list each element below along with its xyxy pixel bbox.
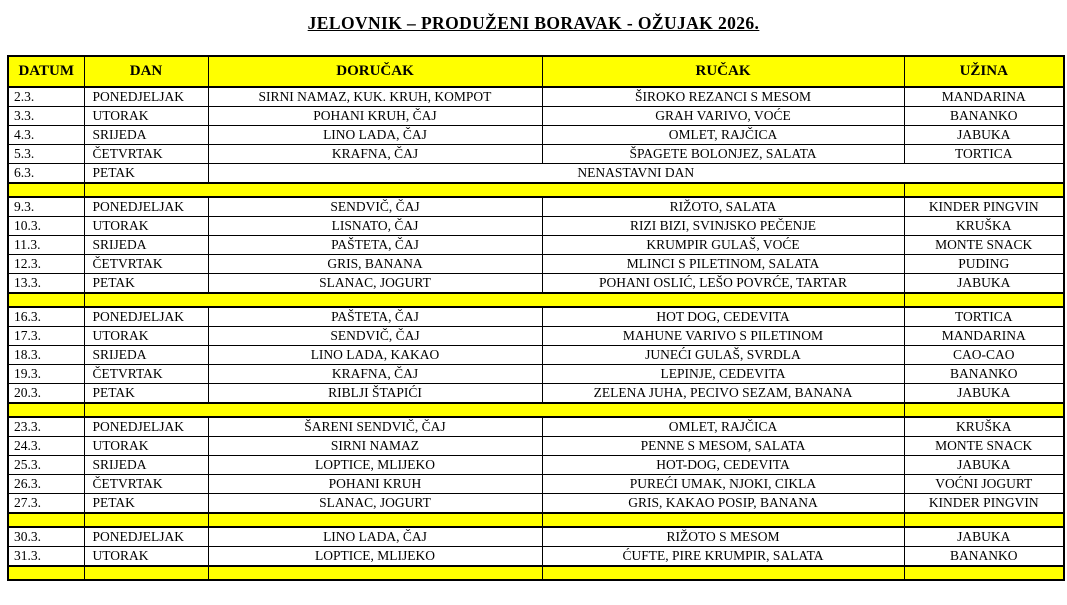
cell-datum: 13.3.: [8, 274, 84, 294]
separator-cell: [904, 403, 1064, 417]
cell-datum: 25.3.: [8, 456, 84, 475]
cell-dorucak: LISNATO, ČAJ: [208, 217, 542, 236]
separator-cell: [8, 183, 84, 197]
cell-datum: 12.3.: [8, 255, 84, 274]
cell-uzina: JABUKA: [904, 126, 1064, 145]
page-title: JELOVNIK – PRODUŽENI BORAVAK - OŽUJAK 2026.: [307, 13, 760, 33]
cell-dan: SRIJEDA: [84, 346, 208, 365]
cell-dan: PETAK: [84, 384, 208, 404]
separator-cell: [904, 293, 1064, 307]
cell-rucak: ŠPAGETE BOLONJEZ, SALATA: [542, 145, 904, 164]
cell-datum: 26.3.: [8, 475, 84, 494]
table-row: [8, 255, 1064, 274]
cell-uzina: CAO-CAO: [904, 346, 1064, 365]
menu-table-body: [8, 87, 1064, 580]
cell-dan: PETAK: [84, 274, 208, 294]
cell-dan: ČETVRTAK: [84, 365, 208, 384]
cell-dorucak: SENDVIČ, ČAJ: [208, 327, 542, 346]
table-row: [8, 217, 1064, 236]
cell-dan: UTORAK: [84, 547, 208, 567]
cell-datum: 2.3.: [8, 87, 84, 107]
cell-rucak: HOT-DOG, CEDEVITA: [542, 456, 904, 475]
cell-datum: 5.3.: [8, 145, 84, 164]
separator-row: [8, 566, 1064, 580]
column-header-0: DATUM: [8, 56, 84, 87]
cell-dorucak: POHANI KRUH, ČAJ: [208, 107, 542, 126]
cell-rucak: KRUMPIR GULAŠ, VOĆE: [542, 236, 904, 255]
separator-row: [8, 293, 1064, 307]
cell-uzina: JABUKA: [904, 274, 1064, 294]
cell-dorucak: GRIS, BANANA: [208, 255, 542, 274]
separator-cell: [208, 566, 542, 580]
cell-uzina: KINDER PINGVIN: [904, 197, 1064, 217]
cell-uzina: VOĆNI JOGURT: [904, 475, 1064, 494]
cell-uzina: MONTE SNACK: [904, 236, 1064, 255]
cell-dorucak: SIRNI NAMAZ, KUK. KRUH, KOMPOT: [208, 87, 542, 107]
table-row: [8, 494, 1064, 514]
cell-rucak: MLINCI S PILETINOM, SALATA: [542, 255, 904, 274]
header-row: [8, 56, 1064, 87]
separator-cell: [8, 293, 84, 307]
cell-datum: 10.3.: [8, 217, 84, 236]
table-row: [8, 274, 1064, 294]
table-row: [8, 87, 1064, 107]
cell-uzina: JABUKA: [904, 527, 1064, 547]
cell-rucak: OMLET, RAJČICA: [542, 126, 904, 145]
cell-datum: 23.3.: [8, 417, 84, 437]
cell-uzina: KRUŠKA: [904, 417, 1064, 437]
cell-rucak: PENNE S MESOM, SALATA: [542, 437, 904, 456]
separator-cell: [8, 513, 84, 527]
cell-datum: 27.3.: [8, 494, 84, 514]
cell-rucak: RIŽOTO, SALATA: [542, 197, 904, 217]
table-row: [8, 456, 1064, 475]
cell-dan: SRIJEDA: [84, 456, 208, 475]
cell-dorucak: SLANAC, JOGURT: [208, 274, 542, 294]
separator-cell: [84, 183, 904, 197]
cell-dan: UTORAK: [84, 217, 208, 236]
separator-cell: [8, 403, 84, 417]
table-row: [8, 107, 1064, 126]
table-row: [8, 437, 1064, 456]
cell-datum: 6.3.: [8, 164, 84, 184]
table-row: [8, 197, 1064, 217]
column-header-1: DAN: [84, 56, 208, 87]
table-row: [8, 417, 1064, 437]
cell-dorucak: KRAFNA, ČAJ: [208, 365, 542, 384]
cell-rucak: MAHUNE VARIVO S PILETINOM: [542, 327, 904, 346]
cell-uzina: JABUKA: [904, 456, 1064, 475]
separator-cell: [542, 513, 904, 527]
cell-dorucak: SENDVIČ, ČAJ: [208, 197, 542, 217]
cell-dorucak: SIRNI NAMAZ: [208, 437, 542, 456]
cell-dan: PONEDJELJAK: [84, 417, 208, 437]
cell-datum: 19.3.: [8, 365, 84, 384]
cell-uzina: JABUKA: [904, 384, 1064, 404]
cell-uzina: BANANKO: [904, 547, 1064, 567]
cell-uzina: BANANKO: [904, 365, 1064, 384]
cell-rucak: GRIS, KAKAO POSIP, BANANA: [542, 494, 904, 514]
cell-uzina: MANDARINA: [904, 87, 1064, 107]
separator-row: [8, 513, 1064, 527]
table-row: [8, 145, 1064, 164]
cell-dan: ČETVRTAK: [84, 145, 208, 164]
table-row: [8, 236, 1064, 255]
table-row: [8, 307, 1064, 327]
separator-cell: [84, 403, 904, 417]
separator-row: [8, 183, 1064, 197]
separator-cell: [8, 566, 84, 580]
menu-table: [7, 55, 1065, 581]
cell-dan: PETAK: [84, 494, 208, 514]
cell-dan: UTORAK: [84, 437, 208, 456]
cell-dorucak: LOPTICE, MLIJEKO: [208, 456, 542, 475]
cell-rucak: HOT DOG, CEDEVITA: [542, 307, 904, 327]
cell-datum: 20.3.: [8, 384, 84, 404]
cell-uzina: KRUŠKA: [904, 217, 1064, 236]
cell-dorucak: LINO LADA, ČAJ: [208, 126, 542, 145]
cell-datum: 11.3.: [8, 236, 84, 255]
separator-cell: [904, 566, 1064, 580]
table-row: [8, 547, 1064, 567]
cell-rucak: PUREĆI UMAK, NJOKI, CIKLA: [542, 475, 904, 494]
table-row: [8, 475, 1064, 494]
cell-rucak: OMLET, RAJČICA: [542, 417, 904, 437]
separator-cell: [84, 513, 208, 527]
cell-dan: SRIJEDA: [84, 126, 208, 145]
column-header-3: RUČAK: [542, 56, 904, 87]
cell-dan: PETAK: [84, 164, 208, 184]
cell-dan: ČETVRTAK: [84, 475, 208, 494]
cell-dorucak: SLANAC, JOGURT: [208, 494, 542, 514]
cell-rucak: ZELENA JUHA, PECIVO SEZAM, BANANA: [542, 384, 904, 404]
cell-dan: UTORAK: [84, 107, 208, 126]
cell-rucak: POHANI OSLIĆ, LEŠO POVRĆE, TARTAR: [542, 274, 904, 294]
table-row: [8, 384, 1064, 404]
table-row: [8, 327, 1064, 346]
cell-uzina: BANANKO: [904, 107, 1064, 126]
cell-rucak: GRAH VARIVO, VOĆE: [542, 107, 904, 126]
cell-rucak: ĆUFTE, PIRE KRUMPIR, SALATA: [542, 547, 904, 567]
cell-datum: 4.3.: [8, 126, 84, 145]
cell-dorucak: LOPTICE, MLIJEKO: [208, 547, 542, 567]
cell-rucak: RIZI BIZI, SVINJSKO PEČENJE: [542, 217, 904, 236]
cell-datum: 16.3.: [8, 307, 84, 327]
separator-row: [8, 403, 1064, 417]
cell-dorucak: LINO LADA, ČAJ: [208, 527, 542, 547]
cell-dorucak: PAŠTETA, ČAJ: [208, 307, 542, 327]
table-row: [8, 527, 1064, 547]
separator-cell: [84, 293, 904, 307]
cell-datum: 17.3.: [8, 327, 84, 346]
cell-datum: 30.3.: [8, 527, 84, 547]
cell-datum: 18.3.: [8, 346, 84, 365]
separator-cell: [208, 513, 542, 527]
separator-cell: [904, 513, 1064, 527]
cell-dorucak: POHANI KRUH: [208, 475, 542, 494]
cell-dorucak: RIBLJI ŠTAPIĆI: [208, 384, 542, 404]
cell-uzina: TORTICA: [904, 145, 1064, 164]
non-teaching-day-cell: NENASTAVNI DAN: [208, 164, 1064, 184]
separator-cell: [542, 566, 904, 580]
cell-dan: PONEDJELJAK: [84, 307, 208, 327]
cell-rucak: LEPINJE, CEDEVITA: [542, 365, 904, 384]
cell-datum: 24.3.: [8, 437, 84, 456]
cell-dan: ČETVRTAK: [84, 255, 208, 274]
cell-dan: PONEDJELJAK: [84, 197, 208, 217]
cell-rucak: JUNEĆI GULAŠ, SVRDLA: [542, 346, 904, 365]
cell-dorucak: PAŠTETA, ČAJ: [208, 236, 542, 255]
cell-dan: SRIJEDA: [84, 236, 208, 255]
cell-dorucak: LINO LADA, KAKAO: [208, 346, 542, 365]
separator-cell: [84, 566, 208, 580]
cell-dan: UTORAK: [84, 327, 208, 346]
column-header-2: DORUČAK: [208, 56, 542, 87]
cell-dan: PONEDJELJAK: [84, 87, 208, 107]
cell-dorucak: KRAFNA, ČAJ: [208, 145, 542, 164]
cell-dorucak: ŠARENI SENDVIČ, ČAJ: [208, 417, 542, 437]
cell-uzina: MANDARINA: [904, 327, 1064, 346]
cell-dan: PONEDJELJAK: [84, 527, 208, 547]
separator-cell: [904, 183, 1064, 197]
cell-uzina: MONTE SNACK: [904, 437, 1064, 456]
table-row: [8, 365, 1064, 384]
cell-uzina: KINDER PINGVIN: [904, 494, 1064, 514]
cell-uzina: TORTICA: [904, 307, 1064, 327]
cell-rucak: RIŽOTO S MESOM: [542, 527, 904, 547]
cell-datum: 31.3.: [8, 547, 84, 567]
non-teaching-day-row: [8, 164, 1064, 184]
table-row: [8, 346, 1064, 365]
table-row: [8, 126, 1064, 145]
cell-uzina: PUDING: [904, 255, 1064, 274]
cell-datum: 9.3.: [8, 197, 84, 217]
cell-rucak: ŠIROKO REZANCI S MESOM: [542, 87, 904, 107]
column-header-4: UŽINA: [904, 56, 1064, 87]
cell-datum: 3.3.: [8, 107, 84, 126]
